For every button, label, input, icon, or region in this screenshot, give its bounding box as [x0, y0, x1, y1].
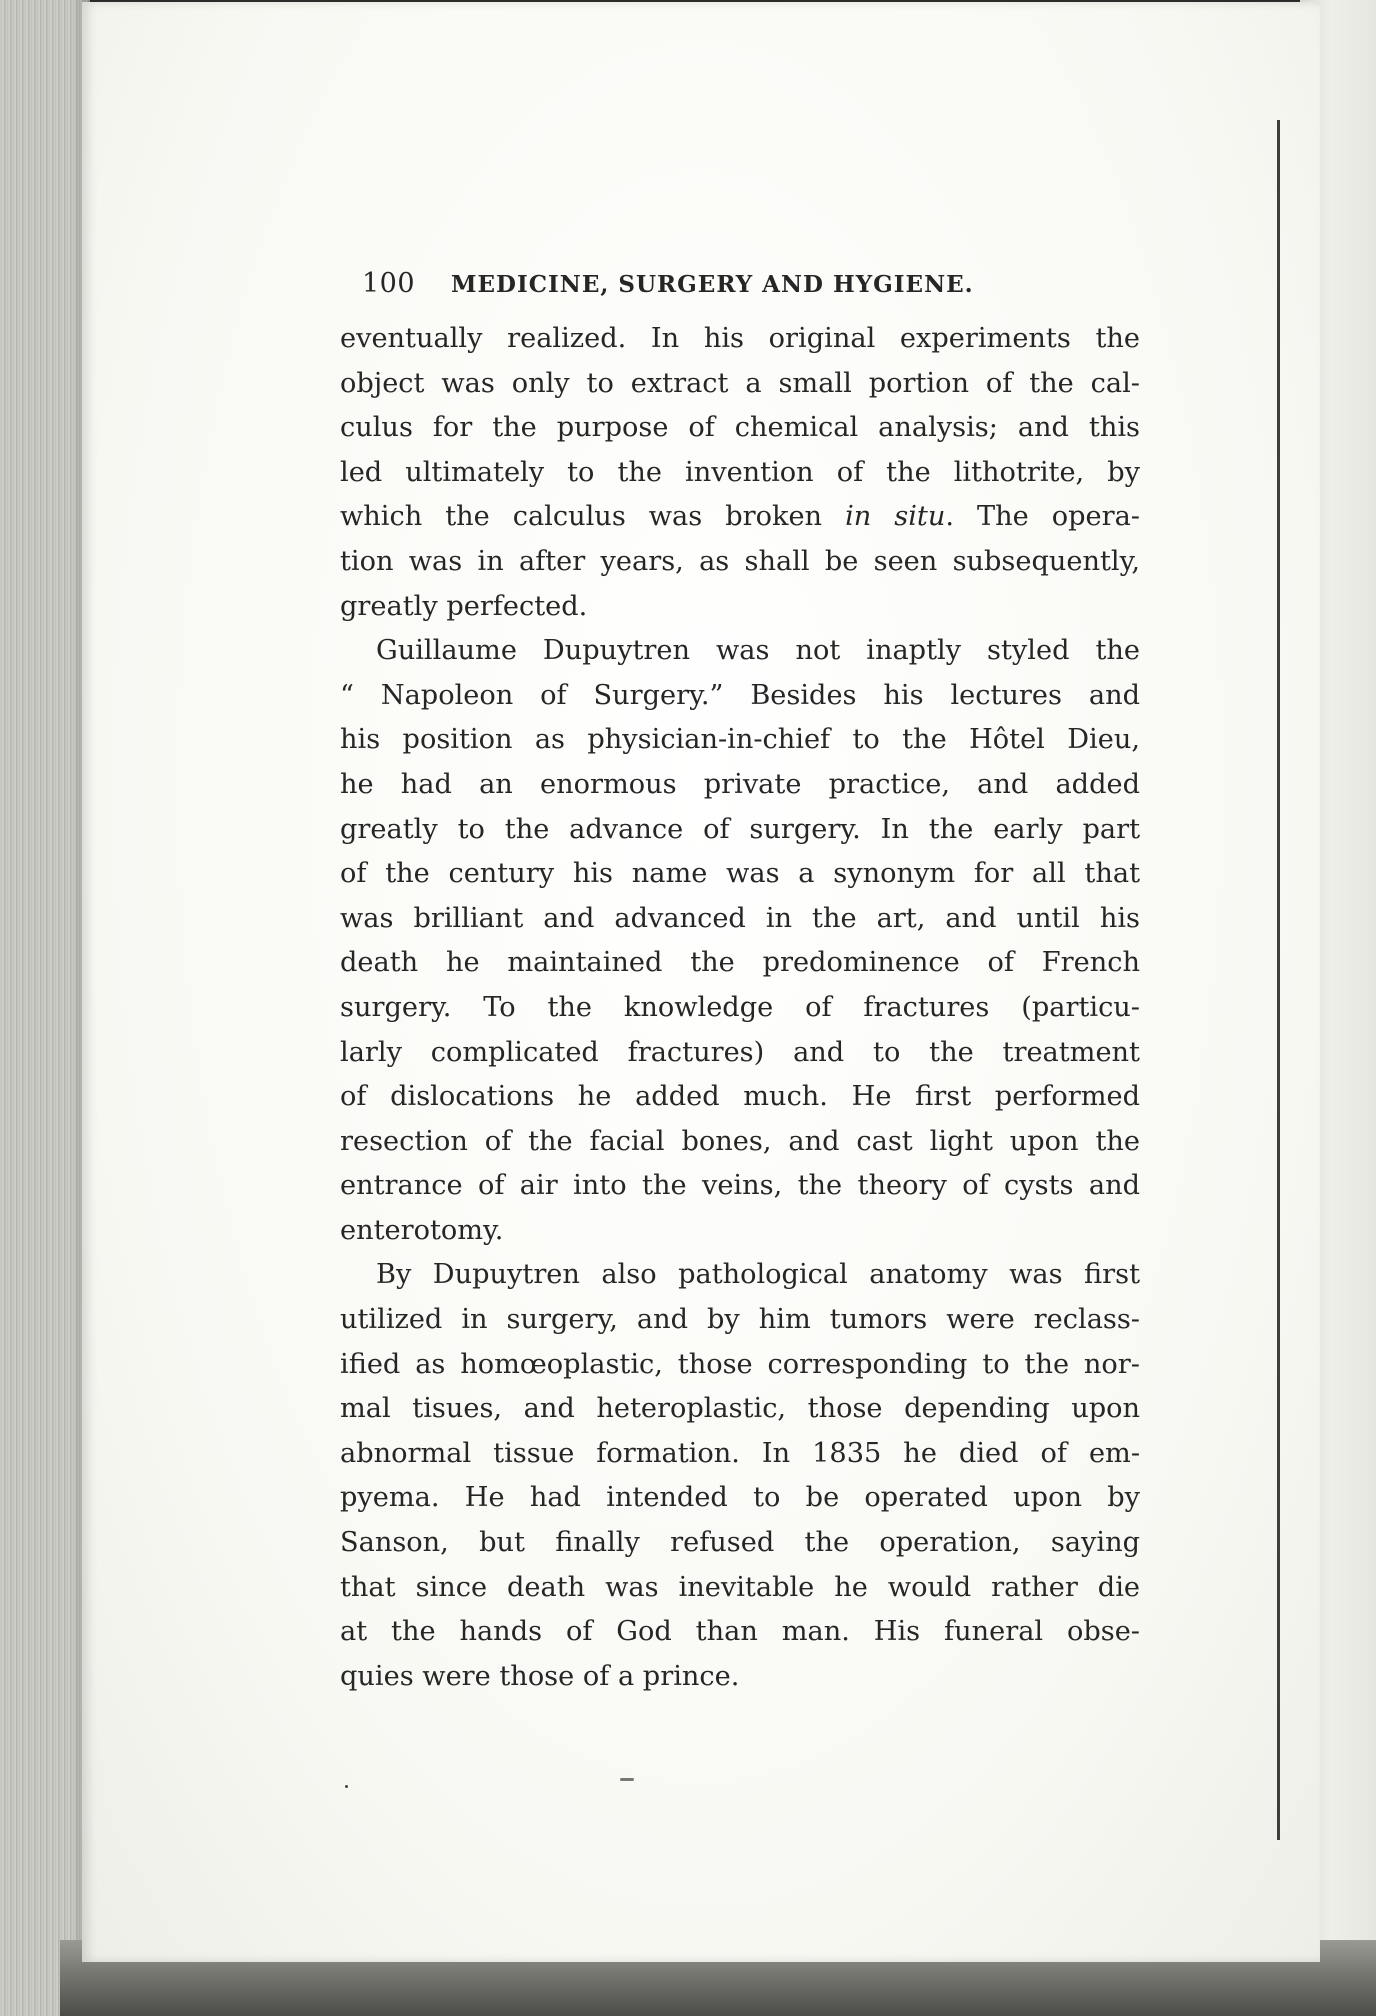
page-header [362, 268, 1140, 299]
text-line: was brilliant and advanced in the art, and until his [340, 902, 1140, 934]
paragraph-1 [340, 317, 1140, 629]
page-gutter-line [1277, 120, 1280, 1840]
text-line: led ultimately to the invention of the lithotrite, by [340, 456, 1140, 488]
text-line: greatly perfected. [340, 590, 588, 622]
scan-speck [345, 1785, 348, 1788]
text-line: entrance of air into the veins, the theory of cysts and [340, 1170, 1140, 1202]
text-line: By Dupuytren also pathological anatomy was first [376, 1259, 1140, 1291]
text-line: surgery. To the knowledge of fractures (particu- [340, 991, 1140, 1023]
page-number: 100 [362, 268, 416, 299]
text-line: tion was in after years, as shall be seen subsequently, [340, 545, 1140, 577]
text-line: which the calculus was broken in situ. The opera- [340, 501, 1140, 533]
text-line: at the hands of God than man. His funeral obse- [340, 1616, 1140, 1648]
text-line: quies were those of a prince. [340, 1660, 740, 1692]
text-line: that since death was inevitable he would rather die [340, 1571, 1140, 1603]
text-line: ified as homœoplastic, those corresponding to the nor- [340, 1348, 1140, 1380]
text-line: mal tisues, and heteroplastic, those depending upon [340, 1393, 1140, 1425]
text-line: resection of the facial bones, and cast light upon the [340, 1125, 1140, 1157]
running-head: MEDICINE, SURGERY AND HYGIENE. [451, 271, 974, 298]
page-text [340, 268, 1140, 1699]
text-line: Guillaume Dupuytren was not inaptly styled the [376, 635, 1140, 667]
text-line: greatly to the advance of surgery. In the early part [340, 813, 1140, 845]
text-line: object was only to extract a small portion of the cal- [340, 367, 1140, 399]
text-line: larly complicated fractures) and to the treatment [340, 1036, 1140, 1068]
paragraph-3 [340, 1253, 1140, 1699]
text-line: death he maintained the predominence of French [340, 947, 1140, 979]
italic-phrase: in situ [845, 501, 946, 533]
text-line: Sanson, but finally refused the operation, saying [340, 1527, 1140, 1559]
text-line: enterotomy. [340, 1214, 504, 1246]
text-line: of dislocations he added much. He first performed [340, 1081, 1140, 1113]
text-line: utilized in surgery, and by him tumors were reclass- [340, 1304, 1140, 1336]
text-line: pyema. He had intended to be operated upon by [340, 1482, 1140, 1514]
text-line: “ Napoleon of Surgery.” Besides his lectures and [340, 679, 1140, 711]
book-page-edges [0, 0, 90, 2016]
scan-speck [620, 1778, 634, 1781]
text-line: he had an enormous private practice, and added [340, 768, 1140, 800]
text-line: of the century his name was a synonym for all that [340, 858, 1140, 890]
text-line: culus for the purpose of chemical analysis; and this [340, 412, 1140, 444]
paragraph-2 [340, 629, 1140, 1253]
text-line: eventually realized. In his original experiments the [340, 323, 1140, 354]
text-line: his position as physician-in-chief to the Hôtel Dieu, [340, 724, 1140, 756]
text-line: abnormal tissue formation. In 1835 he died of em- [340, 1437, 1140, 1469]
